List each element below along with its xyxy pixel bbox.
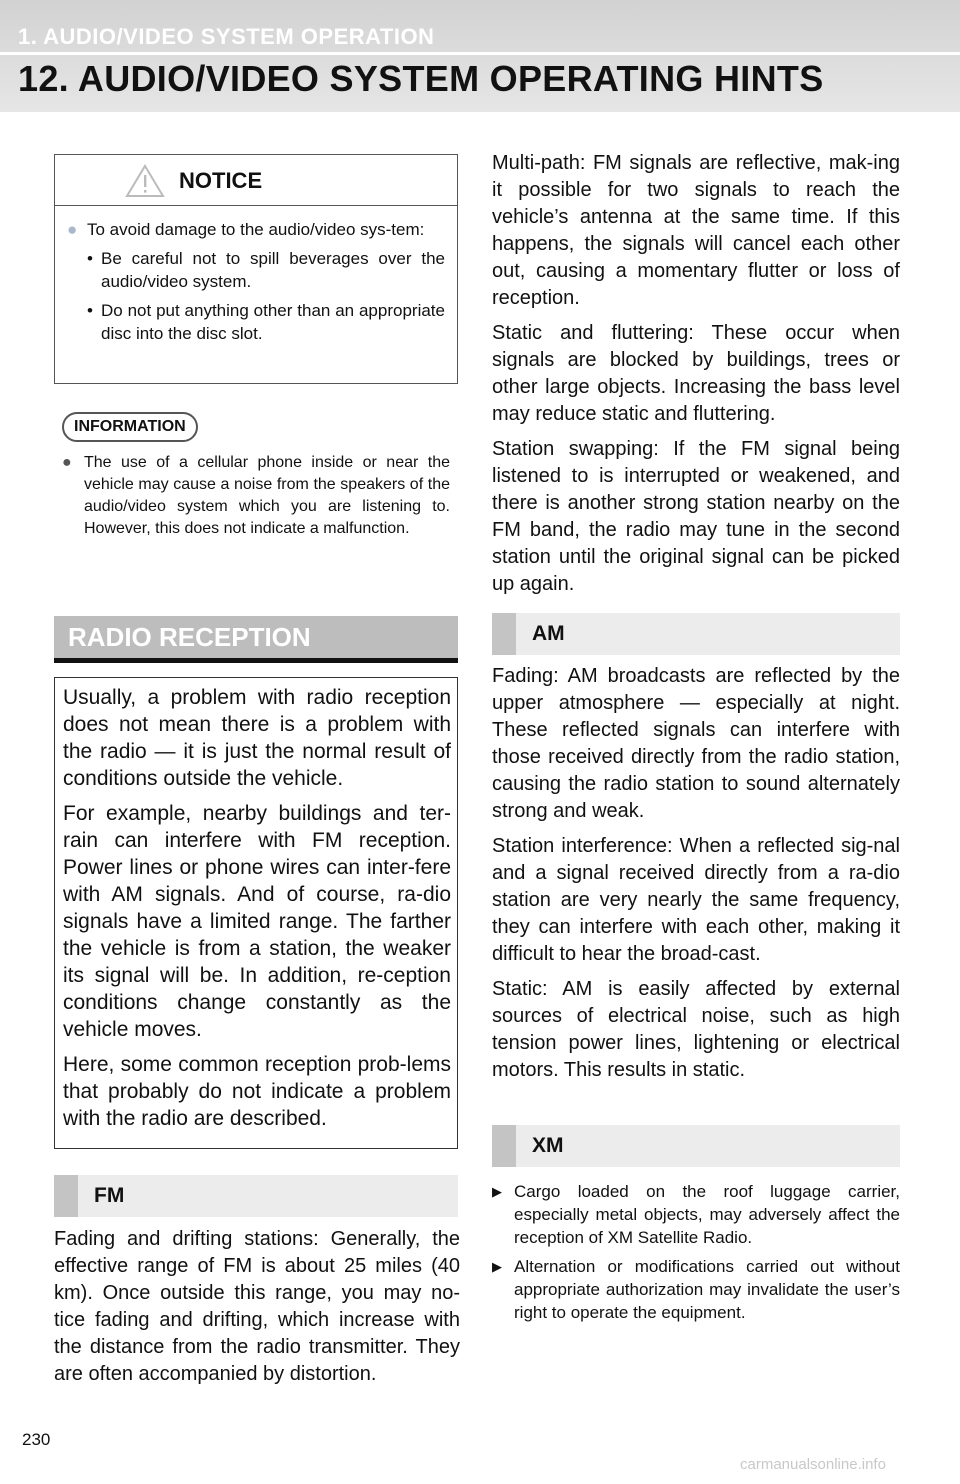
notice-intro: To avoid damage to the audio/video sys-tem: bbox=[87, 220, 425, 239]
xm-item-text: Alternation or modifications carried out without appropriate authorization may invalidate the user’s right to operate the equipment. bbox=[514, 1257, 900, 1322]
section-label: 1. AUDIO/VIDEO SYSTEM OPERATION bbox=[18, 24, 435, 49]
notice-title: NOTICE bbox=[179, 168, 263, 193]
page-number: 230 bbox=[22, 1430, 51, 1449]
triangle-bullet-icon: ▶ bbox=[492, 1184, 502, 1199]
radio-paragraph: Usually, a problem with radio reception does not mean there is a problem with the radio — it is just the normal result of conditions outside the vehicle. bbox=[63, 686, 451, 790]
xm-list bbox=[492, 1180, 900, 1330]
fm-heading bbox=[54, 1175, 458, 1217]
xm-list-item bbox=[492, 1255, 900, 1324]
am-heading-label: AM bbox=[532, 622, 565, 645]
am-paragraph: Static: AM is easily affected by external sources of electrical noise, such as high tension power lines, lightening or electrical motors. This results in static. bbox=[492, 978, 900, 1081]
heading-marker bbox=[492, 613, 516, 655]
xm-item-text: Cargo loaded on the roof luggage carrier, especially metal objects, may adversely affect the reception of XM Satellite Radio. bbox=[514, 1182, 900, 1247]
fm-left-text bbox=[54, 1226, 460, 1396]
radio-reception-title: RADIO RECEPTION bbox=[68, 622, 311, 652]
am-paragraph: Fading: AM broadcasts are reflected by the upper atmosphere — especially at night. These reflected signals can interfere with those received directly from the radio station, causing the radio station to sound alternately strong and weak. bbox=[492, 665, 900, 822]
round-bullet-icon: ● bbox=[62, 454, 72, 471]
xm-list-item bbox=[492, 1180, 900, 1249]
radio-reception-box bbox=[54, 677, 458, 1149]
fm-paragraph: Fading and drifting stations: Generally, the effective range of FM is about 25 miles (40 km). Once outside this range, you may no-tice fading and drifting, which increase with the distance from the radio transmitter. They are often accompanied by distortion. bbox=[54, 1228, 460, 1385]
round-bullet-icon: ● bbox=[67, 220, 78, 239]
fm-paragraph: Static and fluttering: These occur when signals are blocked by buildings, trees or other large objects. Increasing the bass level may reduce static and fluttering. bbox=[492, 322, 900, 425]
notice-body bbox=[55, 206, 457, 345]
page-title: 12. AUDIO/VIDEO SYSTEM OPERATING HINTS bbox=[18, 58, 824, 99]
small-dot-icon: • bbox=[87, 301, 93, 320]
xm-heading bbox=[492, 1125, 900, 1167]
small-dot-icon: • bbox=[87, 249, 93, 268]
triangle-bullet-icon: ▶ bbox=[492, 1259, 502, 1274]
header-divider bbox=[0, 52, 960, 55]
radio-reception-banner bbox=[54, 616, 458, 663]
watermark: carmanualsonline.info bbox=[740, 1456, 886, 1473]
notice-item bbox=[87, 299, 445, 345]
notice-header bbox=[55, 155, 457, 206]
am-text bbox=[492, 663, 900, 1092]
heading-marker bbox=[492, 1125, 516, 1167]
radio-paragraph: Here, some common reception prob-lems that probably do not indicate a problem with the radio are described. bbox=[63, 1053, 451, 1130]
am-paragraph: Station interference: When a reflected sig-nal and a signal received directly from a ra-dio station are very nearly the same frequency, they can interfere with each other, making it difficult to hear the broad-cast. bbox=[492, 835, 900, 965]
notice-item bbox=[87, 247, 445, 293]
fm-paragraph: Station swapping: If the FM signal being listened to is interrupted or weakened, and there is another strong station nearby on the FM band, the radio may tune in the second station until the original signal can be picked up again. bbox=[492, 438, 900, 595]
radio-paragraph: For example, nearby buildings and ter-rain can interfere with FM reception. Power lines or phone wires can inter-fere with AM signals. And of course, ra-dio signals have a limited range. The farther the vehicle is from a station, the weaker its signal will be. In addition, re-ception conditions change constantly as the vehicle moves. bbox=[63, 802, 451, 1041]
information-text: The use of a cellular phone inside or near the vehicle may cause a noise from the speakers of the audio/video system which you are listening to. However, this does not indicate a malfunction. bbox=[84, 454, 450, 537]
warning-triangle-icon bbox=[125, 164, 165, 198]
fm-paragraph: Multi-path: FM signals are reflective, mak-ing it possible for two signals to reach the vehicle’s antenna at the same time. If this happens, the signals will cancel each other out, causing a momentary flutter or loss of reception. bbox=[492, 152, 900, 309]
heading-marker bbox=[54, 1175, 78, 1217]
information-item bbox=[62, 452, 450, 540]
am-heading bbox=[492, 613, 900, 655]
fm-heading-label: FM bbox=[94, 1184, 125, 1207]
notice-item-text: Do not put anything other than an appropriate disc into the disc slot. bbox=[101, 301, 445, 343]
notice-box bbox=[54, 154, 458, 384]
information-badge: INFORMATION bbox=[62, 412, 198, 442]
notice-intro-row bbox=[67, 218, 445, 241]
fm-right-text bbox=[492, 150, 900, 606]
notice-item-text: Be careful not to spill beverages over the audio/video system. bbox=[101, 249, 445, 291]
xm-heading-label: XM bbox=[532, 1134, 564, 1157]
